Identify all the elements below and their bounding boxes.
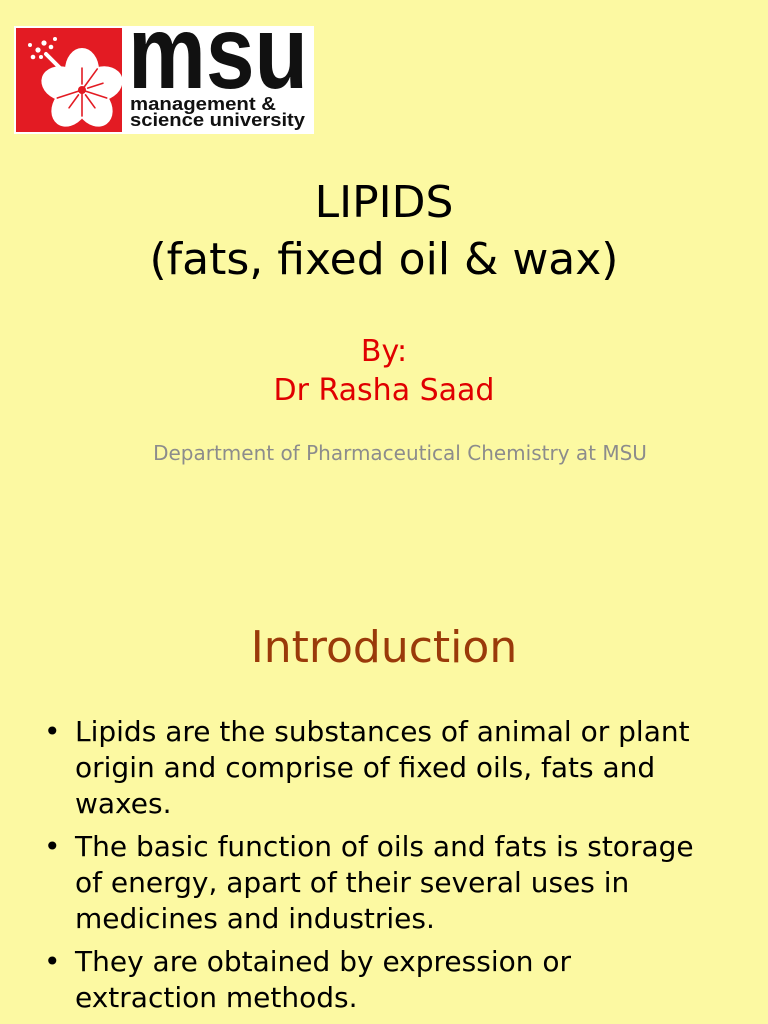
bullet-line: of energy, apart of their several uses in: [75, 866, 630, 899]
bullet-text: [75, 829, 768, 937]
by-label: By:: [360, 334, 408, 369]
slide-title-line-2: (fats, fixed oil & wax): [149, 234, 619, 285]
logo-tagline-line1: management &: [130, 94, 276, 114]
bullet-list: [0, 714, 768, 1023]
bullet-marker: [44, 829, 64, 865]
bullet-line: The basic function of oils and fats is storage: [75, 830, 694, 863]
bullet-line: extraction methods.: [75, 981, 358, 1014]
bullet-line: They are obtained by expression or: [75, 945, 572, 978]
bullet-line: Lipids are the substances of animal or plant: [75, 715, 690, 748]
bullet-line: waxes.: [75, 787, 172, 820]
bullet-text: [75, 944, 768, 1016]
slide-title-line-1: LIPIDS: [314, 177, 454, 228]
intro-slide: [0, 580, 768, 1024]
msu-logo: [14, 26, 314, 134]
slide-heading: Introduction: [250, 622, 518, 673]
bullet-item: [0, 714, 768, 822]
bullet-marker: [44, 944, 64, 980]
bullet-marker: [44, 714, 64, 750]
bullet-item: [0, 829, 768, 937]
bullet-line: medicines and industries.: [75, 902, 435, 935]
bullet-line: origin and comprise of fixed oils, fats and: [75, 751, 656, 784]
author-name: Dr Rasha Saad: [273, 373, 495, 408]
logo-tagline-line2: science university: [130, 110, 305, 130]
bullet-item: [0, 944, 768, 1016]
bullet-text: [75, 714, 768, 822]
logo-wordmark: msu: [128, 26, 308, 111]
department-line: Department of Pharmaceutical Chemistry at MSU: [153, 441, 647, 465]
